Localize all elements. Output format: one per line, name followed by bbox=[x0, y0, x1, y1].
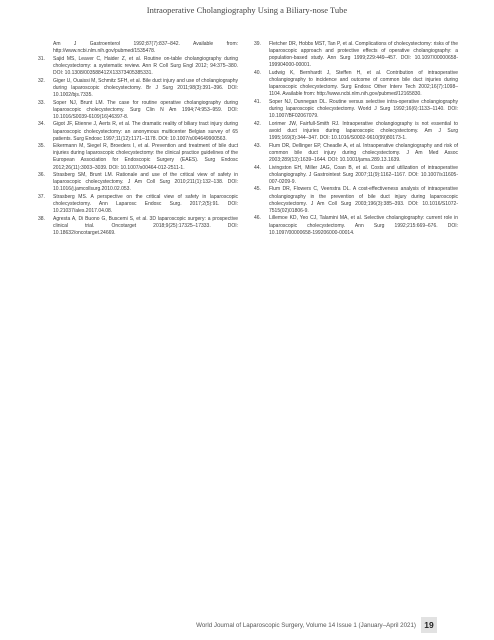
reference-number: 32. bbox=[38, 77, 45, 84]
reference-item bbox=[38, 78, 238, 99]
reference-text: Fletcher DR, Hobbs MST, Tan P, et al. Complications of cholecystectomy: risks of the laparoscopic approach and protective effects of operative cholangiography: a population-based study. Ann Surg 1999;229:449–457. DOI: 10.1097/00000658-199904000-00001. bbox=[269, 41, 458, 69]
reference-item bbox=[38, 56, 238, 77]
reference-text: Soper NJ, Dunnegan DL. Routine versus selective intra-operative cholangiography during laparoscopic cholecystectomy. World J Surg 1992;16(6):1133–1140. DOI: 10.1007/BF02067079. bbox=[269, 98, 458, 120]
reference-number: 46. bbox=[254, 215, 261, 222]
reference-item bbox=[254, 121, 458, 142]
reference-text: Am J Gastroenterol 1992;87(7):837–842. Available from: http://www.ncbi.nlm.nih.gov/pubmed/1535478. bbox=[53, 41, 238, 55]
reference-number: 40. bbox=[254, 69, 261, 76]
reference-text: Flum DR, Flowers C, Veenstra DL. A cost-effectiveness analysis of intraoperative cholangiography in the prevention of bile duct injury during laparoscopic cholecystectomy. J Am Coll Surg 2003;196(3):385–393. DOI: 10.1016/S1072-7515(02)01806-9. bbox=[269, 186, 458, 214]
reference-text: Strasberg SM, Brunt LM. Rationale and use of the critical view of safety in laparoscopic cholecystectomy. J Am Coll Surg 2010;211(1):132–138. DOI: 10.1016/j.jamcollsurg.2010.02.053. bbox=[53, 172, 238, 193]
reference-text: Ludwig K, Bernhardt J, Steffen H, et al. Contribution of intraoperative cholangiography to incidence and outcome of common bile duct injuries during laparoscopic cholecystectomy. Surg Endosc Other Interv Tech 2002;16(7):1098–1104. Available from: http://www.ncbi.nlm.nih.gov/pubmed/12165830. bbox=[269, 69, 458, 98]
reference-number: 38. bbox=[38, 216, 45, 222]
reference-text: Sajid MS, Leaver C, Haider Z, et al. Routine on-table cholangiography during cholecystectomy: a systematic review. Ann R Coll Surg Engl 2012; 94:375–380. DOI: 10.1308/003588412X13373405385331. bbox=[53, 55, 238, 76]
reference-text: Eikermann M, Siegel R, Broeders I, et al. Prevention and treatment of bile duct injuries during laparoscopic cholecystectomy: the clinical practice guidelines of the European Association for Endoscopic Surgery (EAES). Surg Endosc 2012;26(11):3003–3039. DOI: 10.1007/s00464-012-2511-1. bbox=[53, 143, 238, 171]
reference-number: 44. bbox=[254, 164, 261, 171]
reference-number: 33. bbox=[38, 99, 45, 106]
reference-item bbox=[38, 143, 238, 171]
reference-number: 45. bbox=[254, 186, 261, 193]
reference-item bbox=[254, 70, 458, 98]
reference-number: 43. bbox=[254, 142, 261, 149]
reference-list-right bbox=[254, 41, 458, 237]
reference-text: Lorimer JW, Fairfull-Smith RJ. Intraoperative cholangiography is not essential to avoid duct injuries during laparoscopic cholecystectomy. Am J Surg 1995;169(3):344–347. DOI: 10.1016/S0002-9610(99)80173-1. bbox=[269, 120, 458, 141]
reference-item bbox=[254, 99, 458, 120]
reference-item bbox=[254, 165, 458, 186]
reference-item bbox=[254, 186, 458, 214]
reference-text: Strasberg MS. A perspective on the critical view of safety in laparoscopic cholecystectomy. Ann Laparosc Endosc Surg. 2017;2(5):91. DOI: 10.21037/ales.2017.04.08. bbox=[53, 194, 238, 215]
reference-text: Lillemoe KD, Yeo CJ, Talamini MA, et al. Selective cholangiography: current role in laparoscopic cholecystectomy. Ann Surg 1992;215:669–676. DOI: 10.1097/00000658-199206000-00014. bbox=[269, 215, 458, 236]
reference-text: Livingston EH, Miller JAG, Coan B, et al. Costs and utilization of intraoperative cholangiography. J Gastrointest Surg 2007;11(9):1162–1167. DOI: 10.1007/s11605-007-0209-9. bbox=[269, 164, 458, 185]
reference-number: 41. bbox=[254, 98, 261, 105]
reference-number: 34. bbox=[38, 121, 45, 128]
reference-text: Gigot JF, Etienne J, Aerts R, et al. The dramatic reality of biliary tract injury during laparoscopic cholecystectomy: an anonymous multicenter Belgian survey of 65 patients. Surg Endosc 1997;11(12):1171–1178. DOI: 10.1007/s004649900563. bbox=[53, 121, 238, 142]
reference-item bbox=[38, 216, 238, 237]
reference-item bbox=[38, 100, 238, 121]
reference-item bbox=[254, 41, 458, 69]
journal-citation: World Journal of Laparoscopic Surgery, Volume 14 Issue 1 (January–April 2021) bbox=[196, 621, 416, 629]
reference-item bbox=[254, 143, 458, 164]
reference-text: Giger U, Ouaissi M, Schmitz SFH, et al. Bile duct injury and use of cholangiography during laparoscopic cholecystectomy. Br J Surg 2011;98(3):391–396. DOI: 10.1002/bjs.7335. bbox=[53, 77, 238, 98]
reference-number: 31. bbox=[38, 55, 45, 62]
reference-text: Soper NJ, Brunt LM. The case for routine operative cholangiography during laparoscopic cholecystectomy. Surg Clin N Am 1994;74:953–959. DOI: 10.1016/S0039-6109(16)46397-8. bbox=[53, 99, 238, 120]
reference-item bbox=[254, 215, 458, 236]
running-header: Intraoperative Cholangiography Using a Biliary-nose Tube bbox=[146, 5, 348, 15]
reference-text: Agresta A, Di Buono G, Buscemi S, et al. 3D laparoscopic surgery: a prospective clinical trial. Oncotarget 2018;9(25):17325–17333. DOI: 10.18632/oncotarget.24669. bbox=[53, 216, 238, 237]
reference-number: 37. bbox=[38, 194, 45, 201]
reference-number: 36. bbox=[38, 172, 45, 179]
reference-number: 39. bbox=[254, 41, 261, 47]
reference-number: 42. bbox=[254, 120, 261, 127]
reference-number: 35. bbox=[38, 143, 45, 150]
reference-item bbox=[38, 194, 238, 215]
reference-list-left bbox=[38, 41, 238, 238]
reference-item bbox=[38, 121, 238, 142]
reference-item bbox=[38, 172, 238, 193]
reference-text: Flum DR, Dellinger EP, Cheadle A, et al. Intraoperative cholangiography and risk of common bile duct injury during cholecystectomy. J Am Med Assoc 2003;289(13):1639–1644. DOI: 10.1001/jama.289.13.1639. bbox=[269, 142, 458, 163]
page-footer bbox=[196, 617, 437, 633]
reference-item bbox=[38, 41, 238, 55]
page-number: 19 bbox=[421, 617, 437, 633]
